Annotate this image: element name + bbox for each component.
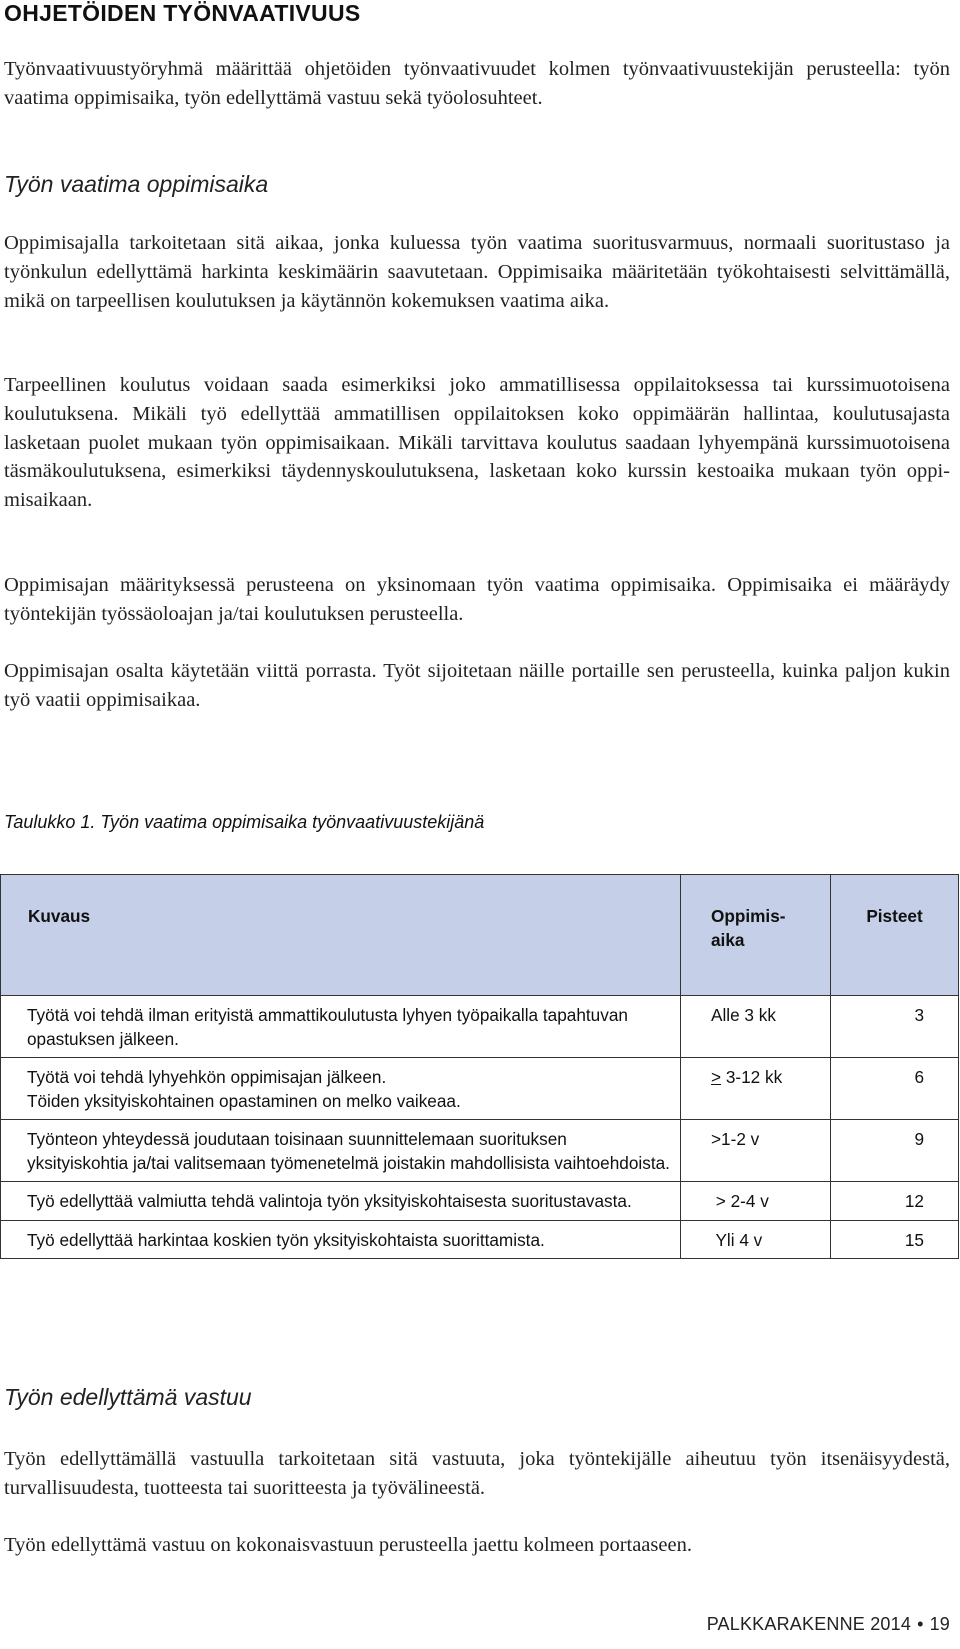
table-header-row xyxy=(1,875,959,996)
header-points: Pisteet xyxy=(831,875,959,996)
row-learning-time: >1-2 v xyxy=(681,1120,831,1182)
row-points: 12 xyxy=(831,1182,959,1221)
table-row xyxy=(1,1220,959,1259)
paragraph: Oppimisajalla tarkoitetaan sitä aikaa, jonka kuluessa työn vaatima suoritusvarmuus, normaali suoritustaso ja työnkulun edellyttämä harkinta keskimäärin saavutetaan. Oppimisaika määritetään työkohtaisesti selvittämällä, mikä on tarpeellisen koulutuksen ja käytännön kokemuksen vaatima aika. xyxy=(4,232,950,312)
paragraph: Oppimisajan määrityksessä perusteena on yksinomaan työn vaatima oppimisaika. Oppimisaika ei määräydy työntekijän työssäoloajan ja/tai koulutuksen perusteella. xyxy=(4,574,950,625)
paragraph: Oppimisajan osalta käytetään viittä porrasta. Työt sijoitetaan näille portaille sen perusteella, kuinka paljon kukin työ vaatii oppimisaikaa. xyxy=(4,660,950,711)
learning-time-table xyxy=(0,874,959,1259)
row-learning-time: Alle 3 kk xyxy=(681,996,831,1058)
publication-name: PALKKARAKENNE 2014 xyxy=(706,1614,912,1634)
page-number: 19 xyxy=(929,1614,950,1634)
row-points: 3 xyxy=(831,996,959,1058)
header-description: Kuvaus xyxy=(1,875,681,996)
section-title-vastuu: Työn edellyttämä vastuu xyxy=(4,1384,252,1410)
table-caption: Taulukko 1. Työn vaatima oppimisaika työnvaativuustekijänä xyxy=(4,812,485,832)
row-learning-time-text: 3-12 kk xyxy=(721,1067,783,1087)
row-description: Työnteon yhteydessä joudutaan toisinaan suunnittelemaan suorituksen yksityiskohtia ja/tai valitsemaan työmenetelmä joistakin mahdollisista vaihtoehdoista. xyxy=(1,1120,681,1182)
row-description: Työ edellyttää valmiutta tehdä valintoja työn yksityiskohtaisesta suoritustavasta. xyxy=(1,1182,681,1221)
section-title-oppimisaika: Työn vaatima oppimisaika xyxy=(4,171,269,197)
table-row xyxy=(1,1058,959,1120)
row-description-text: Työtä voi tehdä lyhyehkön oppimisajan jälkeen. Töiden yksityiskohtainen opastaminen on melko vaikeaa. xyxy=(27,1067,461,1111)
row-description: Työtä voi tehdä ilman erityistä ammattikoulutusta lyhyen työpaikalla tapahtuvan opastuksen jälkeen. xyxy=(1,996,681,1058)
row-points: 9 xyxy=(831,1120,959,1182)
paragraph: Työn edellyttämällä vastuulla tarkoitetaan sitä vastuuta, joka työntekijälle aiheutuu työn itsenäisyydestä, turvallisuudesta, tuotteesta tai suoritteesta ja työvälineestä. xyxy=(4,1448,950,1499)
table-row xyxy=(1,996,959,1058)
row-description: Työ edellyttää harkintaa koskien työn yksityiskohtaista suorittamista. xyxy=(1,1220,681,1259)
row-learning-time: > 2-4 v xyxy=(681,1182,831,1221)
gte-symbol: > xyxy=(711,1067,722,1087)
table-row xyxy=(1,1120,959,1182)
page-footer xyxy=(707,1614,950,1635)
row-points: 15 xyxy=(831,1220,959,1259)
table-row xyxy=(1,1182,959,1221)
row-points: 6 xyxy=(831,1058,959,1120)
row-learning-time: Yli 4 v xyxy=(681,1220,831,1259)
intro-paragraph: Työnvaativuustyöryhmä määrittää ohjetöiden työnvaativuudet kolmen työnvaativuustekijän perusteella: työn vaatima oppimisaika, työn edellyttämä vastuu sekä työolosuhteet. xyxy=(4,58,950,109)
page-heading: OHJETÖIDEN TYÖNVAATIVUUS xyxy=(4,0,361,26)
paragraph: Tarpeellinen koulutus voidaan saada esimerkiksi joko ammatillisessa oppilaitoksessa tai kurssimuotoisena koulutuksena. Mikäli työ edellyttää ammatillisen oppilaitoksen koko oppimäärän hallintaa, koulutusajasta lasketaan puolet mukaan työn oppimisaikaan. Mikäli tarvittava koulutus saadaan lyhyempänä kurssimuotoisena täsmäkoulutuksena, esimerkiksi täydennyskoulutuksena, lasketaan koko kurssin kestoaika mukaan työn oppimisaikaan. xyxy=(4,374,950,512)
header-learning-time xyxy=(681,875,831,996)
row-description xyxy=(1,1058,681,1120)
paragraph: Työn edellyttämä vastuu on kokonaisvastuun perusteella jaettu kolmeen portaaseen. xyxy=(4,1534,692,1556)
row-learning-time xyxy=(681,1058,831,1120)
separator-dot: • xyxy=(917,1614,924,1634)
header-learning-time-label: Oppimis-aika xyxy=(711,906,786,950)
